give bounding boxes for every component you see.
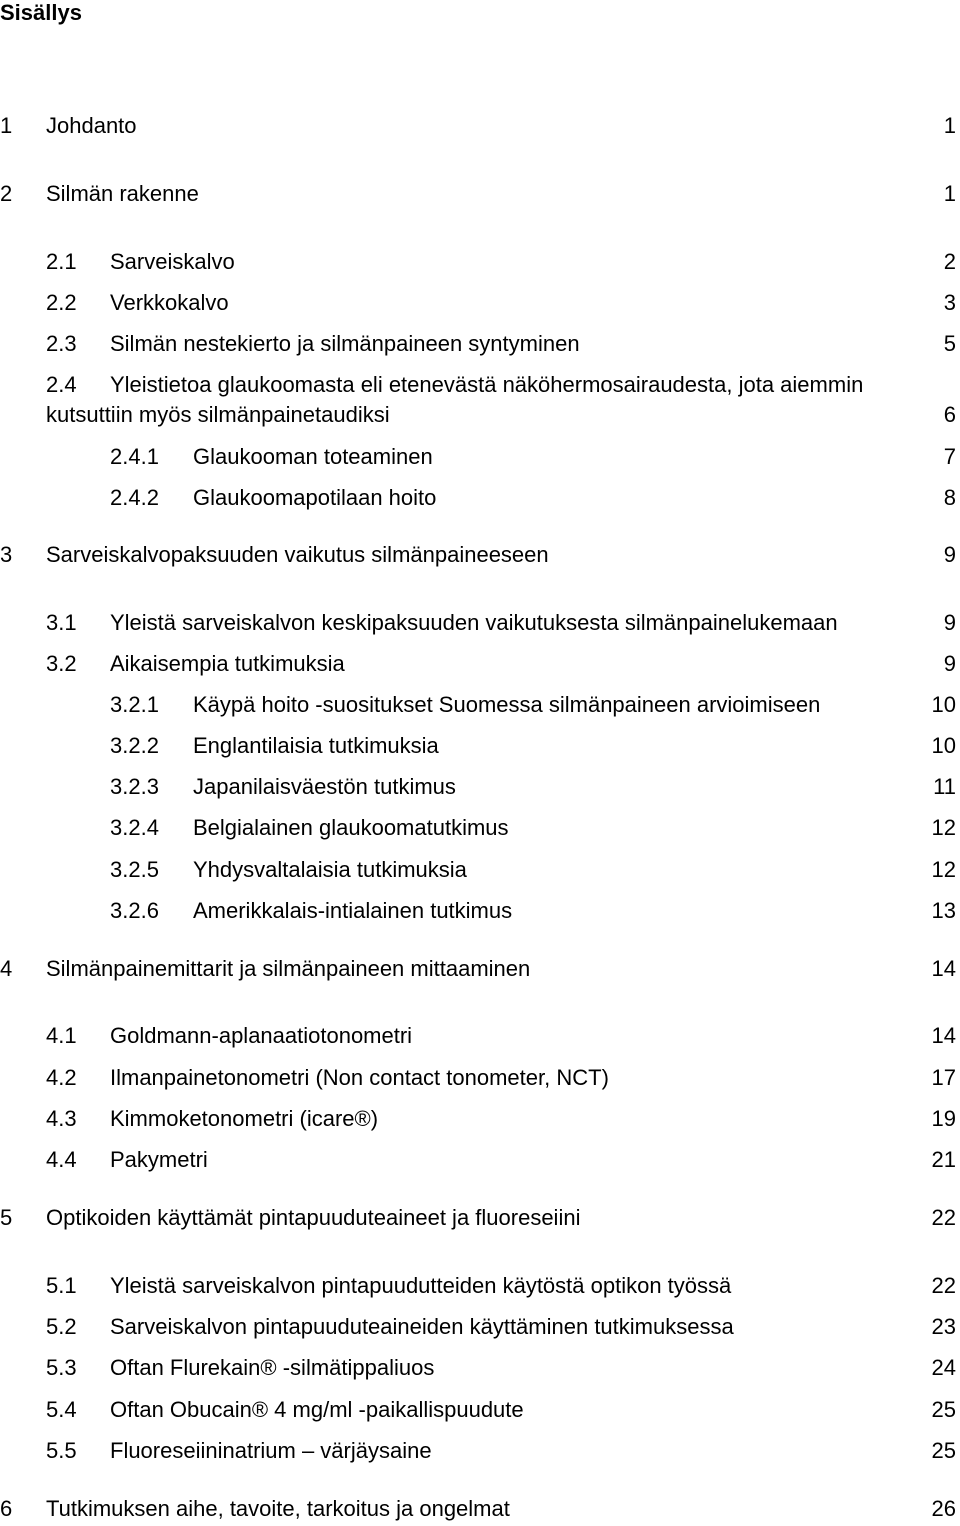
toc-entry-number: 4.2 bbox=[46, 1065, 77, 1090]
toc-entry-page: 8 bbox=[943, 485, 956, 510]
toc-entry-page: 1 bbox=[943, 113, 956, 138]
toc-entry[interactable] bbox=[0, 1312, 960, 1342]
toc-entry[interactable] bbox=[0, 483, 960, 513]
toc-entry-page: 12 bbox=[931, 815, 956, 840]
toc-entry-number: 3.2 bbox=[46, 651, 77, 676]
toc-entry-title: Silmänpainemittarit ja silmänpaineen mittaaminen bbox=[46, 956, 531, 981]
toc-entry[interactable] bbox=[0, 608, 960, 638]
toc-entry-title: Ilmanpainetonometri (Non contact tonometer, NCT) bbox=[110, 1065, 609, 1090]
toc-entry-page: 22 bbox=[931, 1205, 956, 1230]
toc-heading: Sisällys bbox=[0, 0, 82, 25]
toc-entry-number: 3.2.1 bbox=[110, 692, 159, 717]
toc-entry-number: 2.4.2 bbox=[110, 485, 159, 510]
toc-entry-page: 5 bbox=[943, 331, 956, 356]
toc-entry-title: Silmän rakenne bbox=[46, 181, 199, 206]
toc-entry-number: 3.2.6 bbox=[110, 898, 159, 923]
toc-entry-title: Johdanto bbox=[46, 113, 137, 138]
toc-entry-page: 9 bbox=[943, 542, 956, 567]
toc-entry-title: Amerikkalais-intialainen tutkimus bbox=[193, 898, 513, 923]
toc-entry-page: 25 bbox=[931, 1397, 956, 1422]
toc-entry[interactable] bbox=[0, 1395, 960, 1425]
toc-entry-number: 2 bbox=[0, 181, 13, 206]
toc-entry[interactable] bbox=[0, 329, 960, 359]
toc-entry[interactable] bbox=[0, 370, 960, 400]
toc-entry-number: 5.1 bbox=[46, 1273, 77, 1298]
toc-entry-title: Japanilaisväestön tutkimus bbox=[193, 774, 456, 799]
toc-entry-number: 5 bbox=[0, 1205, 13, 1230]
toc-entry[interactable] bbox=[0, 111, 960, 141]
toc-entry-page: 10 bbox=[931, 733, 956, 758]
toc-entry-title: Fluoreseiininatrium – värjäysaine bbox=[110, 1438, 432, 1463]
toc-entry-title: Yleistä sarveiskalvon keskipaksuuden vaikutuksesta silmänpainelukemaan bbox=[110, 610, 838, 635]
toc-entry-page: 9 bbox=[943, 651, 956, 676]
toc-entry-title: Pakymetri bbox=[110, 1147, 208, 1172]
toc-entry[interactable] bbox=[0, 649, 960, 679]
toc-entry[interactable] bbox=[0, 1145, 960, 1175]
toc-entry-title: Optikoiden käyttämät pintapuuduteaineet ja fluoreseiini bbox=[46, 1205, 581, 1230]
toc-entry-page: 13 bbox=[931, 898, 956, 923]
toc-entry[interactable] bbox=[0, 247, 960, 277]
toc-entry-number: 2.1 bbox=[46, 249, 77, 274]
toc-entry-title-line2: kutsuttiin myös silmänpainetaudiksi bbox=[46, 402, 390, 427]
toc-entry-page: 3 bbox=[943, 290, 956, 315]
toc-entry[interactable] bbox=[0, 1104, 960, 1134]
toc-entry-number: 5.4 bbox=[46, 1397, 77, 1422]
toc-entry-page: 6 bbox=[943, 402, 956, 427]
toc-entry-title: Goldmann-aplanaatiotonometri bbox=[110, 1023, 413, 1048]
toc-entry[interactable] bbox=[0, 1271, 960, 1301]
toc-entry[interactable] bbox=[0, 1353, 960, 1383]
toc-entry[interactable] bbox=[0, 731, 960, 761]
toc-entry-number: 5.3 bbox=[46, 1355, 77, 1380]
toc-entry-page: 1 bbox=[943, 181, 956, 206]
toc-entry[interactable] bbox=[0, 1063, 960, 1093]
toc-entry[interactable] bbox=[0, 1021, 960, 1051]
toc-entry-page: 11 bbox=[933, 774, 956, 799]
toc-entry[interactable] bbox=[0, 288, 960, 318]
toc-entry-page: 24 bbox=[931, 1355, 956, 1380]
toc-entry-title: Sarveiskalvopaksuuden vaikutus silmänpaineeseen bbox=[46, 542, 549, 567]
toc-entry-title: Oftan Obucain® 4 mg/ml -paikallispuudute bbox=[110, 1397, 524, 1422]
toc-entry[interactable] bbox=[0, 179, 960, 209]
toc-entry-page: 21 bbox=[931, 1147, 956, 1172]
toc-entry-title: Sarveiskalvon pintapuuduteaineiden käyttäminen tutkimuksessa bbox=[110, 1314, 734, 1339]
toc-entry-number: 5.2 bbox=[46, 1314, 77, 1339]
toc-entry[interactable] bbox=[0, 896, 960, 926]
toc-entry-page: 26 bbox=[931, 1496, 956, 1521]
toc-entry[interactable] bbox=[0, 1203, 960, 1233]
toc-entry-title: Belgialainen glaukoomatutkimus bbox=[193, 815, 509, 840]
toc-entry-page: 25 bbox=[931, 1438, 956, 1463]
toc-entry[interactable] bbox=[0, 1436, 960, 1466]
toc-entry-title: Yleistietoa glaukoomasta eli etenevästä näköhermosairaudesta, jota aiemmin bbox=[110, 372, 864, 397]
toc-entry-number: 3.1 bbox=[46, 610, 77, 635]
toc-entry-number: 4.1 bbox=[46, 1023, 77, 1048]
toc-entry-number: 2.4.1 bbox=[110, 444, 159, 469]
toc-entry-number: 4.3 bbox=[46, 1106, 77, 1131]
toc-entry-page: 17 bbox=[931, 1065, 956, 1090]
toc-entry-number: 2.2 bbox=[46, 290, 77, 315]
toc-entry[interactable] bbox=[0, 690, 960, 720]
toc-entry-page: 22 bbox=[931, 1273, 956, 1298]
toc-entry-number: 3.2.5 bbox=[110, 857, 159, 882]
toc-entry[interactable] bbox=[0, 813, 960, 843]
toc-entry-title: Aikaisempia tutkimuksia bbox=[110, 651, 345, 676]
toc-entry-number: 2.4 bbox=[46, 372, 77, 397]
toc-entry-title: Yhdysvaltalaisia tutkimuksia bbox=[193, 857, 467, 882]
toc-entry-page: 12 bbox=[931, 857, 956, 882]
toc-entry-page: 7 bbox=[943, 444, 956, 469]
toc-entry-title: Silmän nestekierto ja silmänpaineen syntyminen bbox=[110, 331, 580, 356]
toc-entry-title: Sarveiskalvo bbox=[110, 249, 235, 274]
toc-entry-page: 14 bbox=[931, 956, 956, 981]
toc-entry-page: 2 bbox=[943, 249, 956, 274]
toc-entry-page: 19 bbox=[931, 1106, 956, 1131]
toc-entry-title: Käypä hoito -suositukset Suomessa silmänpaineen arvioimiseen bbox=[193, 692, 821, 717]
toc-entry-number: 3.2.4 bbox=[110, 815, 159, 840]
toc-entry-title: Glaukooman toteaminen bbox=[193, 444, 433, 469]
toc-entry[interactable] bbox=[0, 442, 960, 472]
toc-entry-title: Kimmoketonometri (icare®) bbox=[110, 1106, 379, 1131]
toc-entry-number: 3.2.3 bbox=[110, 774, 159, 799]
toc-entry-number: 4.4 bbox=[46, 1147, 77, 1172]
toc-entry[interactable] bbox=[0, 855, 960, 885]
toc-entry-number: 3.2.2 bbox=[110, 733, 159, 758]
toc-entry-page: 9 bbox=[943, 610, 956, 635]
toc-entry[interactable] bbox=[0, 772, 960, 802]
toc-entry-number: 2.3 bbox=[46, 331, 77, 356]
toc-entry-title: Tutkimuksen aihe, tavoite, tarkoitus ja ongelmat bbox=[46, 1496, 510, 1521]
toc-entry-title: Oftan Flurekain® -silmätippaliuos bbox=[110, 1355, 435, 1380]
toc-entry-number: 1 bbox=[0, 113, 13, 138]
toc-entry-title: Yleistä sarveiskalvon pintapuudutteiden käytöstä optikon työssä bbox=[110, 1273, 732, 1298]
toc-entry-page: 23 bbox=[931, 1314, 956, 1339]
toc-entry[interactable] bbox=[0, 540, 960, 570]
toc-entry-title: Verkkokalvo bbox=[110, 290, 229, 315]
toc-entry-title: Glaukoomapotilaan hoito bbox=[193, 485, 437, 510]
toc-entry-page: 14 bbox=[931, 1023, 956, 1048]
toc-entry-number: 5.5 bbox=[46, 1438, 77, 1463]
toc-entry-number: 6 bbox=[0, 1496, 13, 1521]
toc-entry-page: 10 bbox=[931, 692, 956, 717]
toc-entry[interactable] bbox=[0, 954, 960, 984]
toc-entry-continuation[interactable] bbox=[0, 400, 960, 430]
toc-entry-number: 4 bbox=[0, 956, 13, 981]
toc-entry-number: 3 bbox=[0, 542, 13, 567]
toc-entry-title: Englantilaisia tutkimuksia bbox=[193, 733, 439, 758]
toc-entry[interactable] bbox=[0, 1494, 960, 1524]
